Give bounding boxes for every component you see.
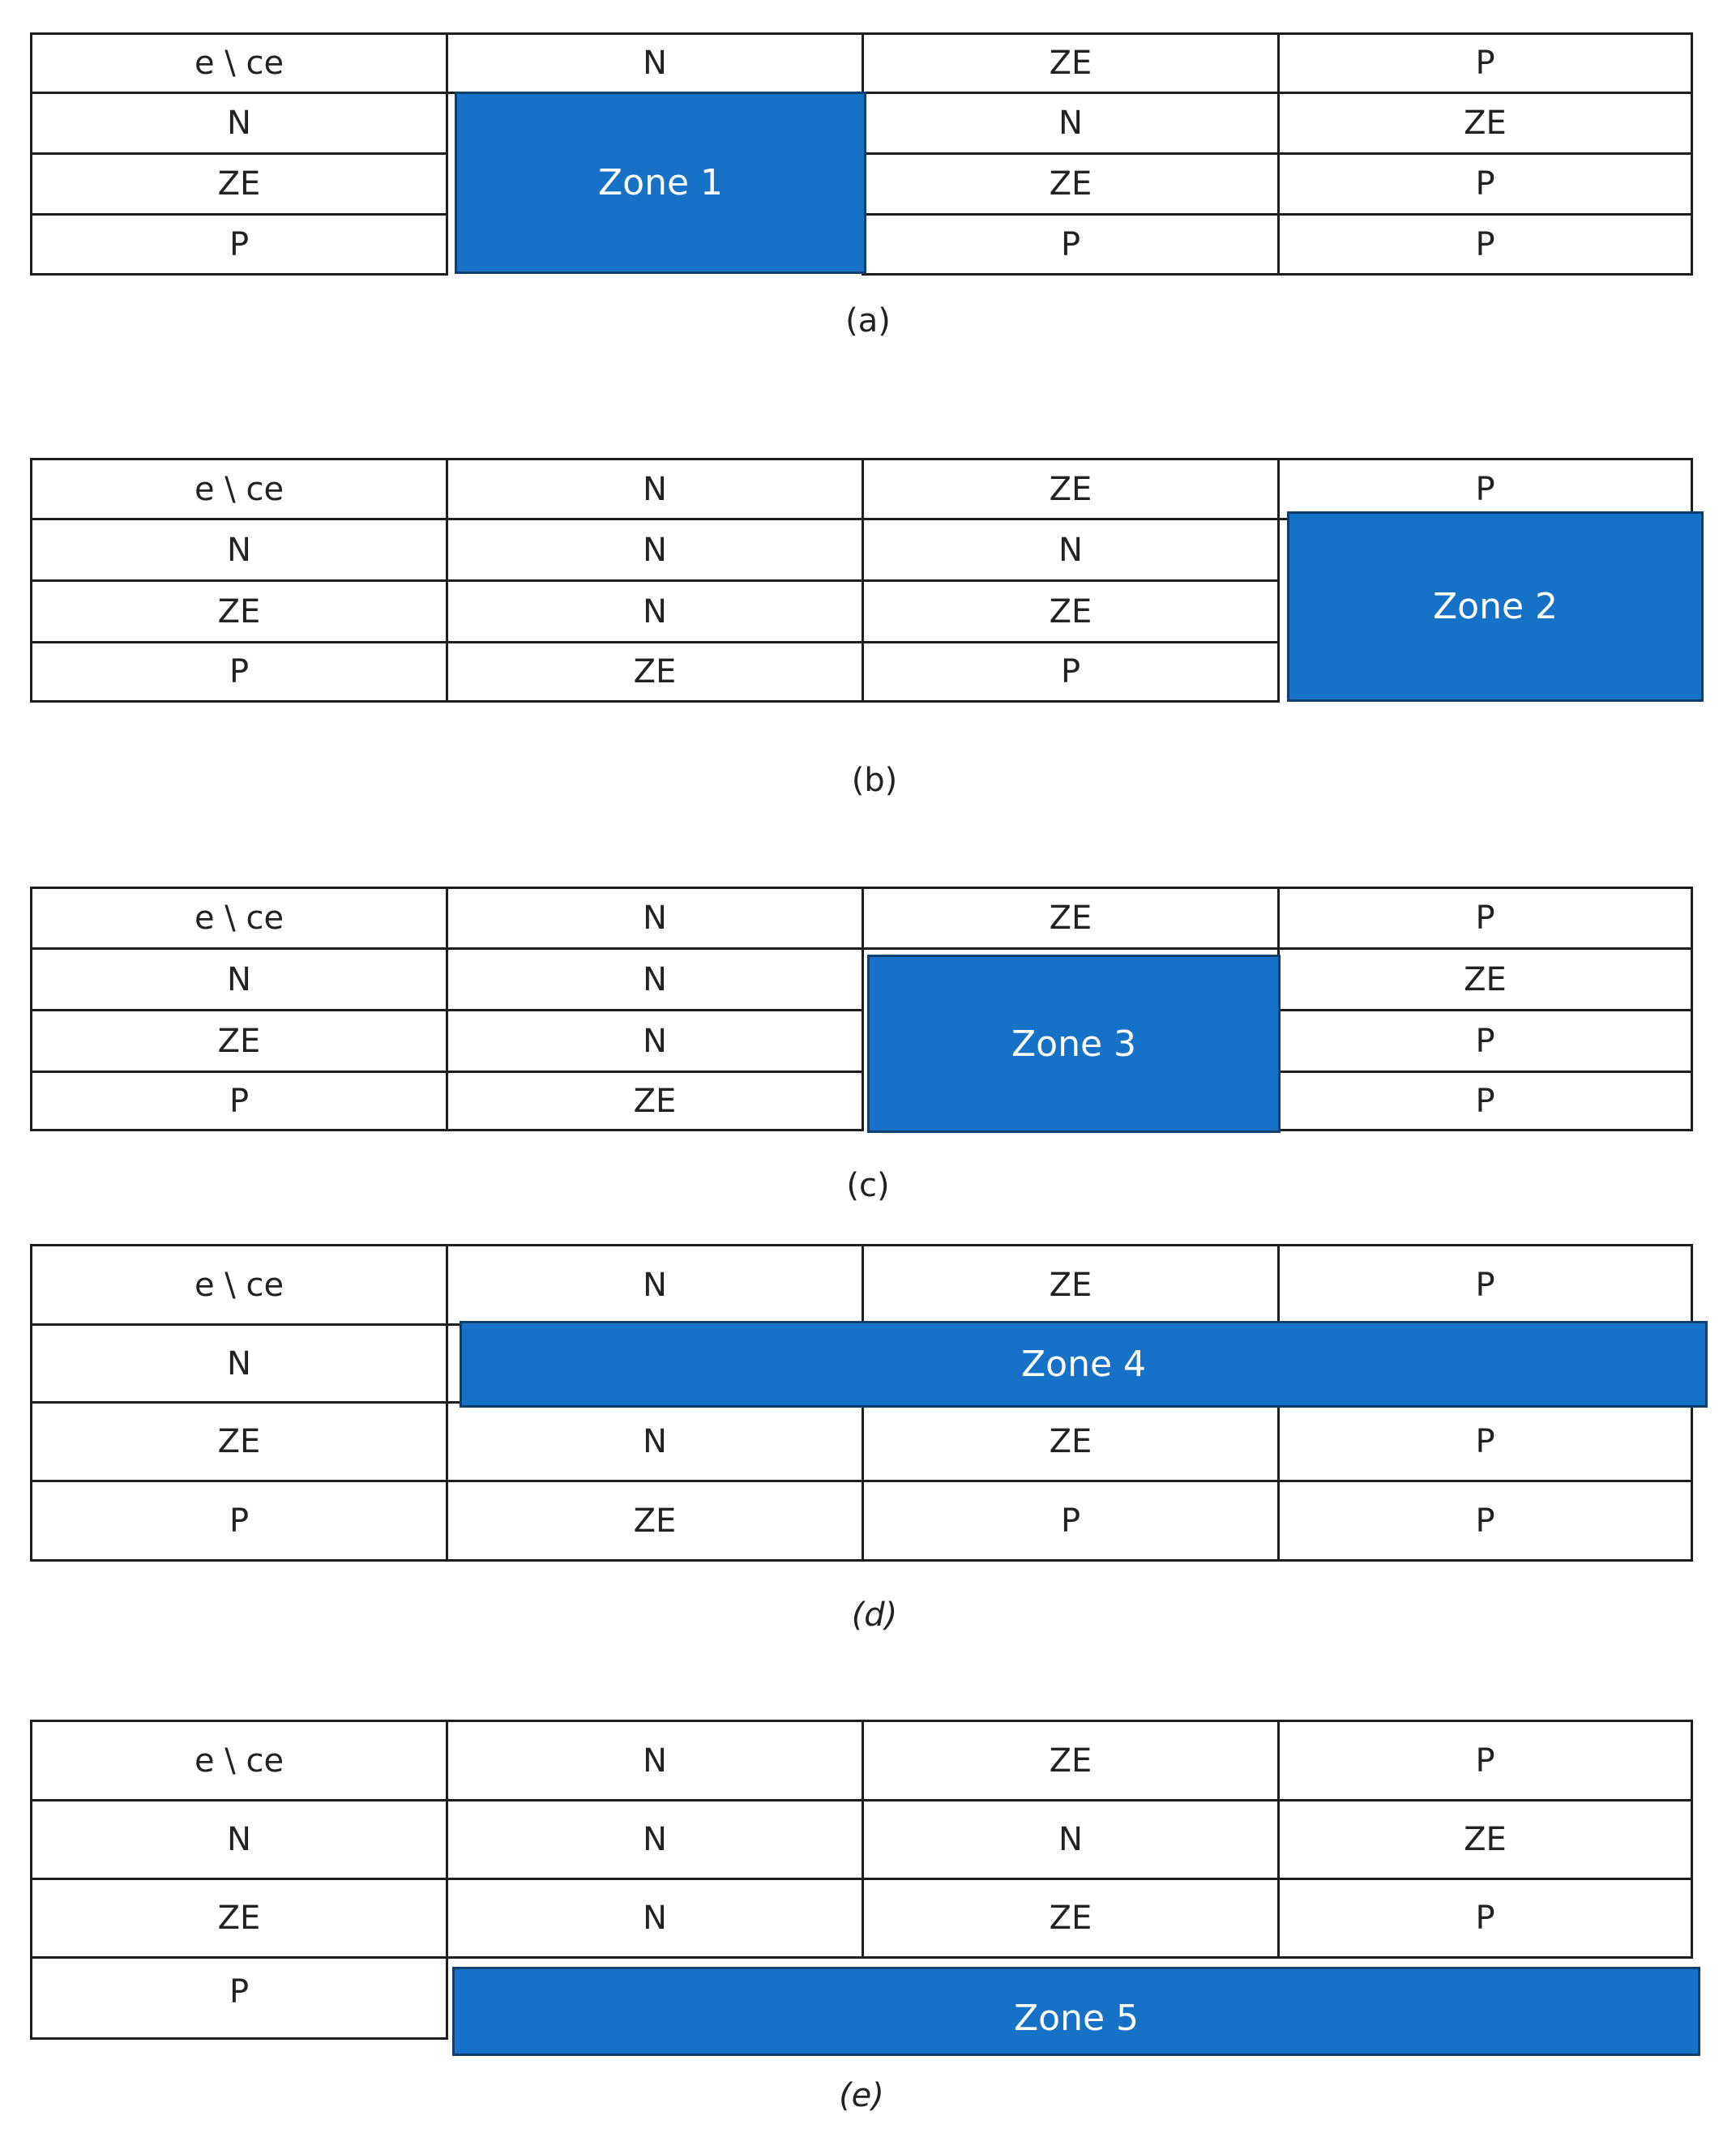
table-cell: ZE <box>862 1401 1280 1482</box>
table-cell: N <box>862 518 1280 582</box>
header-cell: e \ ce <box>30 1244 448 1326</box>
table-cell: P <box>1277 1878 1693 1959</box>
panel-b <box>30 458 1693 703</box>
row-label-cell: N <box>30 1323 448 1404</box>
caption-d: (d) <box>851 1596 898 1634</box>
table-cell: ZE <box>862 1878 1280 1959</box>
row-label-cell: ZE <box>30 152 448 216</box>
table-cell: N <box>862 1799 1280 1880</box>
header-cell: e \ ce <box>30 458 448 520</box>
table-cell: N <box>446 947 864 1011</box>
table-cell: N <box>862 92 1280 155</box>
zone-3-block: Zone 3 <box>867 955 1281 1133</box>
header-cell: N <box>446 458 864 520</box>
row-label-cell: P <box>30 213 448 276</box>
table-cell: P <box>1277 1009 1693 1073</box>
header-cell: P <box>1277 458 1693 520</box>
zone-4-block: Zone 4 <box>460 1321 1708 1408</box>
header-cell: P <box>1277 32 1693 94</box>
table-cell: ZE <box>446 1071 864 1131</box>
header-cell: ZE <box>862 458 1280 520</box>
header-cell: e \ ce <box>30 1720 448 1801</box>
table-cell: P <box>1277 1480 1693 1562</box>
table-cell: N <box>446 1799 864 1880</box>
table-cell: P <box>862 641 1280 703</box>
row-label-cell: N <box>30 1799 448 1880</box>
table-cell: ZE <box>1277 947 1693 1011</box>
caption-c: (c) <box>846 1167 890 1204</box>
row-label-cell: N <box>30 947 448 1011</box>
table-cell: P <box>862 1480 1280 1562</box>
table-cell: P <box>1277 152 1693 216</box>
header-cell: P <box>1277 887 1693 950</box>
header-cell: P <box>1277 1720 1693 1801</box>
header-cell: N <box>446 32 864 94</box>
row-label-cell: P <box>30 1480 448 1562</box>
zone-2-block: Zone 2 <box>1287 511 1704 702</box>
caption-b: (b) <box>851 762 898 799</box>
caption-a: (a) <box>845 302 891 340</box>
table-cell: N <box>446 1878 864 1959</box>
header-cell: ZE <box>862 32 1280 94</box>
zone-5-block: Zone 5 <box>452 1967 1700 2056</box>
table-cell: P <box>1277 1401 1693 1482</box>
row-label-cell: P <box>30 1956 448 2040</box>
row-label-cell: P <box>30 1071 448 1131</box>
row-label-cell: N <box>30 92 448 155</box>
header-cell: N <box>446 1720 864 1801</box>
header-cell: e \ ce <box>30 887 448 950</box>
row-label-cell: P <box>30 641 448 703</box>
table-cell: N <box>446 579 864 643</box>
header-cell: P <box>1277 1244 1693 1326</box>
header-cell: e \ ce <box>30 32 448 94</box>
table-cell: ZE <box>446 641 864 703</box>
table-cell: N <box>446 518 864 582</box>
row-label-cell: ZE <box>30 579 448 643</box>
table-cell: ZE <box>862 579 1280 643</box>
caption-e: (e) <box>839 2077 884 2114</box>
table-cell: N <box>446 1009 864 1073</box>
table-cell: ZE <box>446 1480 864 1562</box>
table-cell: ZE <box>1277 1799 1693 1880</box>
table-cell: ZE <box>1277 92 1693 155</box>
header-cell: N <box>446 887 864 950</box>
table-cell: N <box>446 1401 864 1482</box>
header-cell: ZE <box>862 1244 1280 1326</box>
table-cell: P <box>1277 213 1693 276</box>
zone-1-block: Zone 1 <box>455 92 866 274</box>
row-label-cell: ZE <box>30 1009 448 1073</box>
panel-a <box>30 32 1693 276</box>
table-cell: P <box>1277 1071 1693 1131</box>
panel-c <box>30 887 1693 1131</box>
header-cell: ZE <box>862 887 1280 950</box>
table-cell: P <box>862 213 1280 276</box>
panel-e <box>30 1720 1693 2046</box>
row-label-cell: ZE <box>30 1878 448 1959</box>
table-cell: ZE <box>862 152 1280 216</box>
header-cell: ZE <box>862 1720 1280 1801</box>
row-label-cell: N <box>30 518 448 582</box>
row-label-cell: ZE <box>30 1401 448 1482</box>
panel-d <box>30 1244 1693 1562</box>
header-cell: N <box>446 1244 864 1326</box>
